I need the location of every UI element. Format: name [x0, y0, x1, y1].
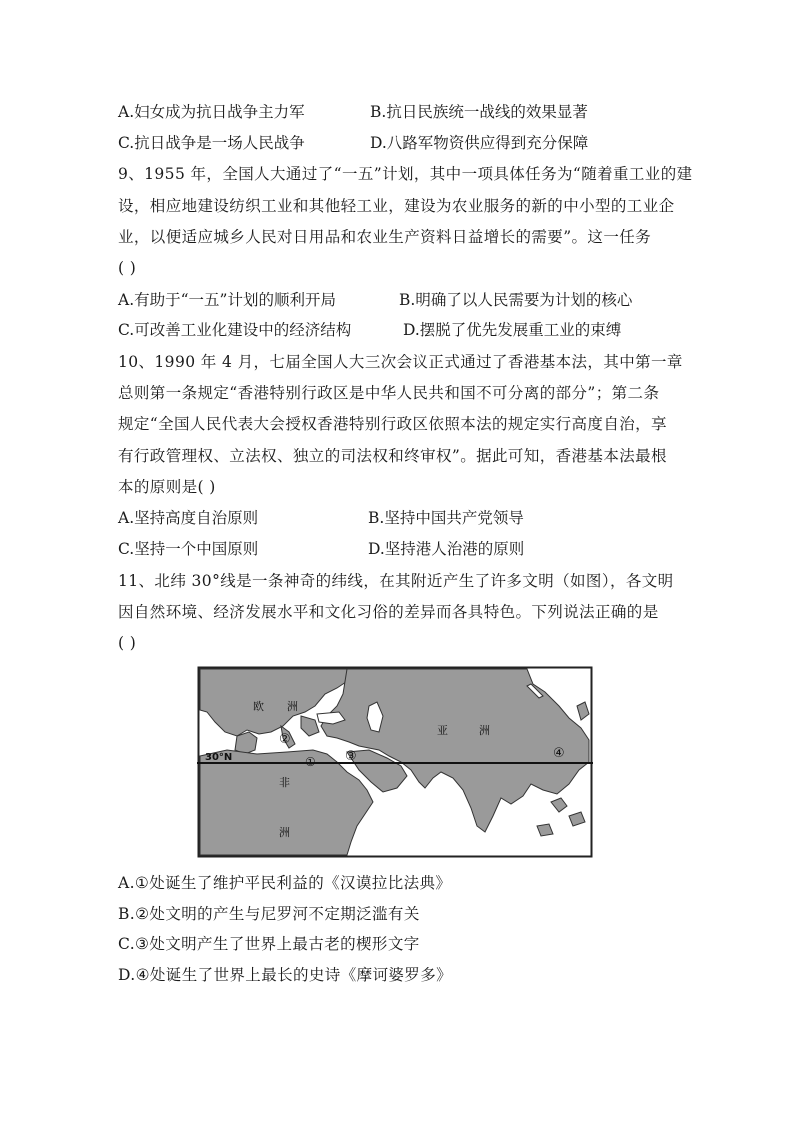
- q9-option-c[interactable]: C.可改善工业化建设中的经济结构: [118, 321, 352, 339]
- q10-options-row-2: [118, 539, 678, 559]
- q9-stem-line-3: 业，以便适应城乡人民对日用品和农业生产资料日益增长的需要”。这一任务: [118, 228, 652, 246]
- q10-stem-line-2: 总则第一条规定“香港特别行政区是中华人民共和国不可分离的部分”；第二条: [118, 384, 660, 402]
- marker-2: ②: [279, 732, 291, 747]
- q8-options-row-1: [118, 102, 678, 122]
- q10-option-b[interactable]: B.坚持中国共产党领导: [368, 509, 524, 527]
- q10-options-row-1: [118, 508, 678, 528]
- q11-stem-line-1: 11、北纬 30°线是一条神奇的纬线，在其附近产生了许多文明（如图），各文明: [118, 572, 674, 590]
- q11-stem-line-2: 因自然环境、经济发展水平和文化习俗的差异而各具特色。下列说法正确的是: [118, 603, 659, 621]
- q11-option-a[interactable]: A.①处诞生了维护平民利益的《汉谟拉比法典》: [118, 874, 452, 892]
- q11-option-c[interactable]: C.③处文明产生了世界上最古老的楔形文字: [118, 935, 420, 953]
- q11-option-b[interactable]: B.②处文明的产生与尼罗河不定期泛滥有关: [118, 905, 420, 923]
- q10-option-d[interactable]: D.坚持港人治港的原则: [368, 540, 525, 558]
- q10-stem-line-5: 本的原则是( ): [118, 478, 216, 496]
- q10-stem-line-3: 规定“全国人民代表大会授权香港特别行政区依照本法的规定实行高度自治，享: [118, 415, 667, 433]
- q9-stem-line-2: 设，相应地建设纺织工业和其他轻工业，建设为农业服务的新的中小型的工业企: [118, 197, 675, 215]
- q9-options-row-2: [118, 320, 678, 340]
- label-asia-2: 洲: [479, 724, 490, 737]
- q10-option-a[interactable]: A.坚持高度自治原则: [118, 509, 259, 527]
- q11-option-d[interactable]: D.④处诞生了世界上最长的史诗《摩诃婆罗多》: [118, 966, 452, 984]
- civilization-map: [197, 666, 593, 858]
- q8-option-d[interactable]: D.八路军物资供应得到充分保障: [370, 134, 589, 152]
- q10-stem-line-1: 10、1990 年 4 月，七届全国人大三次会议正式通过了香港基本法，其中第一章: [118, 353, 683, 371]
- label-europe-2: 洲: [287, 700, 298, 713]
- q10-stem-line-4: 有行政管理权、立法权、独立的司法权和终审权”。据此可知，香港基本法最根: [118, 447, 667, 465]
- q9-stem-line-1: 9、1955 年，全国人大通过了“一五”计划，其中一项具体任务为“随着重工业的建: [118, 165, 693, 183]
- q8-option-b[interactable]: B.抗日民族统一战线的效果显著: [370, 103, 588, 121]
- label-asia-1: 亚: [437, 724, 448, 737]
- q9-option-d[interactable]: D.摆脱了优先发展重工业的束缚: [403, 321, 622, 339]
- label-africa-1: 非: [279, 776, 290, 789]
- marker-4: ④: [553, 746, 565, 761]
- label-latitude: 30°N: [205, 752, 233, 763]
- q9-option-b[interactable]: B.明确了以人民需要为计划的核心: [399, 291, 633, 309]
- q9-answer-bracket: ( ): [118, 259, 137, 277]
- marker-1: ①: [305, 755, 316, 769]
- q9-option-a[interactable]: A.有助于“一五”计划的顺利开局: [118, 291, 336, 309]
- q11-answer-bracket: ( ): [118, 634, 137, 652]
- marker-3: ③: [345, 749, 357, 764]
- q8-option-a[interactable]: A.妇女成为抗日战争主力军: [118, 103, 305, 121]
- q9-options-row-1: [118, 290, 678, 310]
- q8-options-row-2: [118, 133, 678, 153]
- label-europe-1: 欧: [253, 700, 264, 713]
- map-svg: [197, 666, 593, 858]
- label-africa-2: 洲: [279, 826, 290, 839]
- q8-option-c[interactable]: C.抗日战争是一场人民战争: [118, 134, 305, 152]
- q10-option-c[interactable]: C.坚持一个中国原则: [118, 540, 259, 558]
